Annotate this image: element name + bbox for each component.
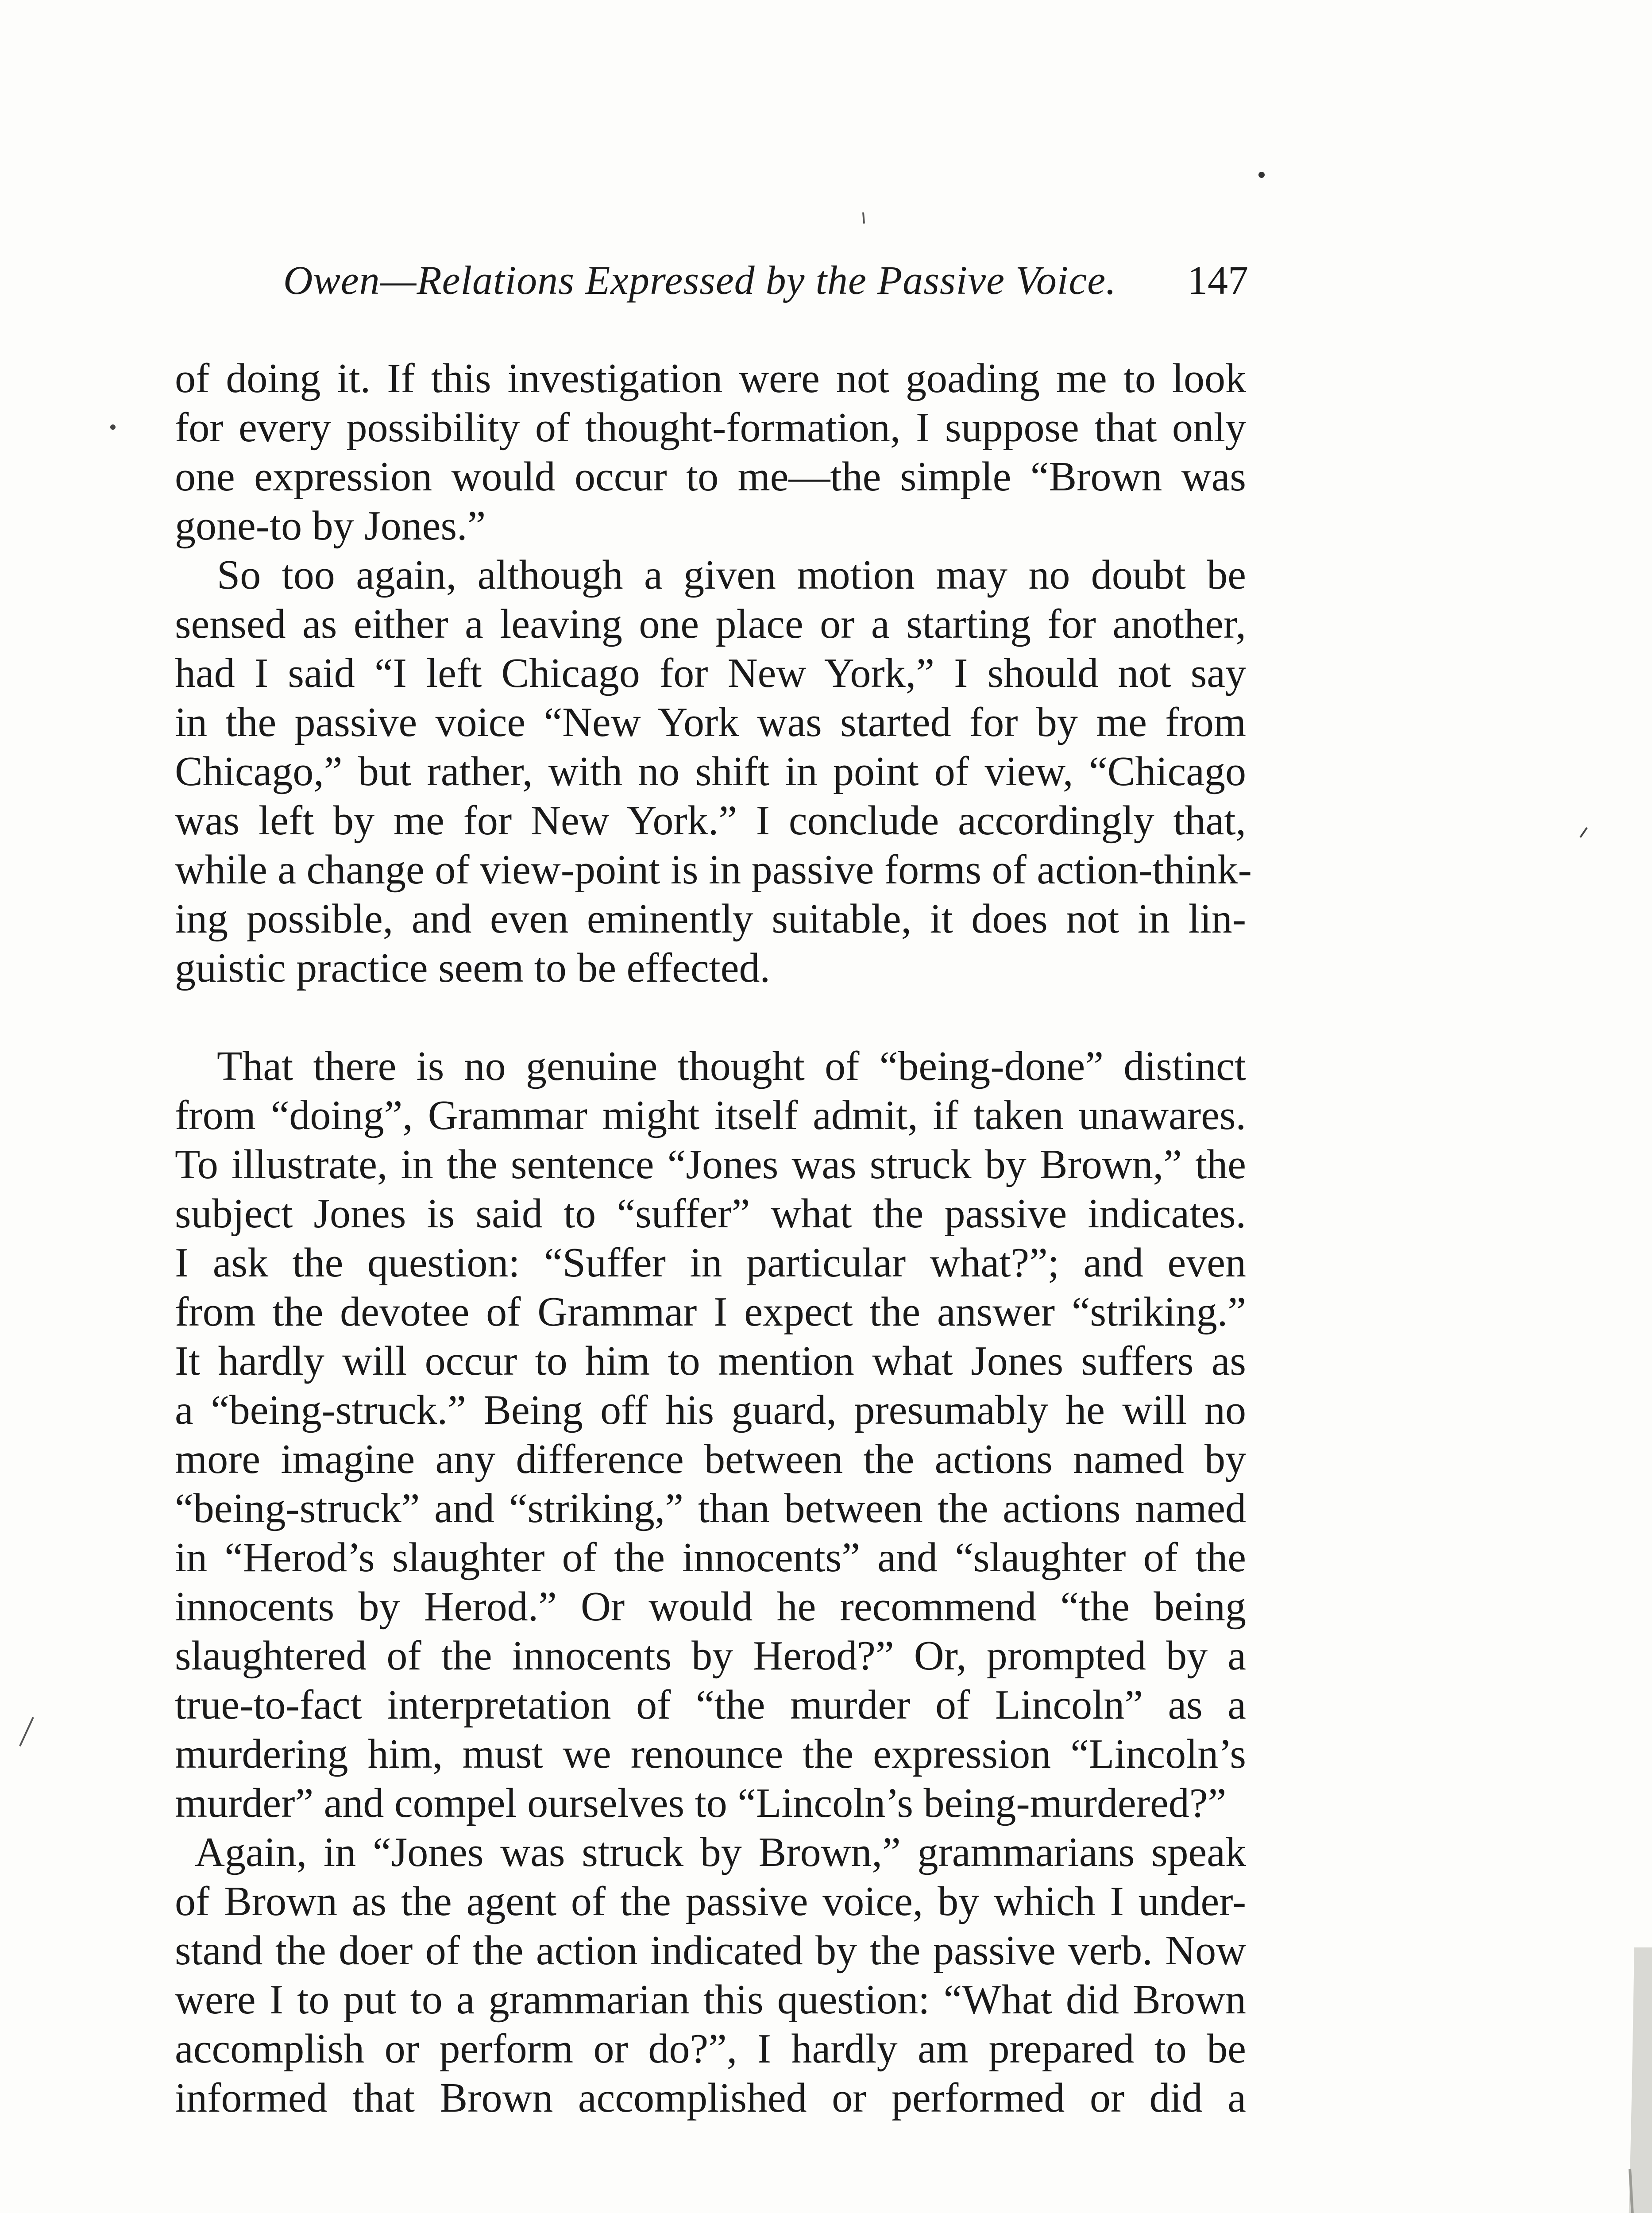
speck	[1258, 172, 1265, 178]
speck	[1580, 828, 1587, 837]
text-line: So too again, although a given motion may no doubt be	[217, 552, 1246, 598]
paragraph-view-point	[175, 551, 1252, 993]
text-line: true-to-fact interpretation of “the murder of Lincoln” as a	[175, 1682, 1246, 1728]
text-line: That there is no genuine thought of “being-done” distinct	[217, 1043, 1246, 1089]
text-line: accomplish or perform or do?”, I hardly am prepared to be	[175, 2026, 1246, 2072]
text-line: in “Herod’s slaughter of the innocents” and “slaughter of the	[175, 1534, 1246, 1581]
text-line: one expression would occur to me—the simple “Brown was	[175, 454, 1246, 500]
text-line: of doing it. If this investigation were not goading me to look	[175, 355, 1246, 401]
page-number: 147	[1187, 258, 1248, 303]
text-line: had I said “I left Chicago for New York,” I should not say	[175, 650, 1246, 696]
text-line: from “doing”, Grammar might itself admit, if taken unawares.	[175, 1092, 1246, 1138]
body-text	[175, 354, 1252, 2123]
paragraph-being-done	[175, 1042, 1246, 1828]
paragraph-agent	[175, 1828, 1246, 2123]
text-line: while a change of view-point is in passive forms of action-think-	[175, 847, 1252, 893]
text-line: a “being-struck.” Being off his guard, presumably he will no	[175, 1387, 1246, 1433]
text-line: sensed as either a leaving one place or a starting for another,	[175, 601, 1246, 647]
speck	[863, 212, 864, 224]
text-line: informed that Brown accomplished or performed or did a	[175, 2075, 1246, 2121]
text-line: were I to put to a grammarian this question: “What did Brown	[175, 1977, 1246, 2023]
text-line: I ask the question: “Suffer in particular what?”; and even	[175, 1240, 1246, 1286]
text-line: It hardly will occur to him to mention what Jones suffers as	[175, 1338, 1246, 1384]
text-line: from the devotee of Grammar I expect the answer “striking.”	[175, 1289, 1246, 1335]
speck	[110, 424, 116, 430]
text-line: innocents by Herod.” Or would he recommend “the being	[175, 1584, 1246, 1630]
text-line: of Brown as the agent of the passive voice, by which I under-	[175, 1878, 1246, 1924]
text-line: guistic practice seem to be effected.	[175, 945, 770, 991]
edge-tone	[1599, 1947, 1652, 2213]
text-line: To illustrate, in the sentence “Jones was struck by Brown,” the	[175, 1141, 1246, 1187]
paragraph-continuation	[175, 354, 1246, 551]
page-header	[283, 257, 1248, 310]
text-line: murdering him, must we renounce the expression “Lincoln’s	[175, 1731, 1246, 1777]
speck	[20, 1717, 33, 1746]
text-line: Again, in “Jones was struck by Brown,” grammarians speak	[195, 1829, 1246, 1875]
text-line: stand the doer of the action indicated by the passive verb. Now	[175, 1928, 1246, 1974]
text-line: for every possibility of thought-formation, I suppose that only	[175, 405, 1246, 451]
text-line: “being-struck” and “striking,” than between the actions named	[175, 1485, 1246, 1531]
text-line: was left by me for New York.” I conclude accordingly that,	[175, 798, 1246, 844]
text-line: in the passive voice “New York was started for by me from	[175, 699, 1246, 745]
page-edge-shadow	[1581, 1947, 1652, 2213]
text-line: subject Jones is said to “suffer” what the passive indicates.	[175, 1191, 1246, 1237]
text-line: ing possible, and even eminently suitable, it does not in lin-	[175, 896, 1246, 942]
text-line: more imagine any difference between the actions named by	[175, 1436, 1246, 1482]
text-line: Chicago,” but rather, with no shift in point of view, “Chicago	[175, 748, 1246, 794]
text-line: gone-to by Jones.”	[175, 503, 486, 549]
running-title: Owen—Relations Expressed by the Passive Voice.	[283, 258, 1117, 303]
text-line: murder” and compel ourselves to “Lincoln’s being-murdered?”	[175, 1780, 1227, 1826]
text-line: slaughtered of the innocents by Herod?” Or, prompted by a	[175, 1633, 1246, 1679]
